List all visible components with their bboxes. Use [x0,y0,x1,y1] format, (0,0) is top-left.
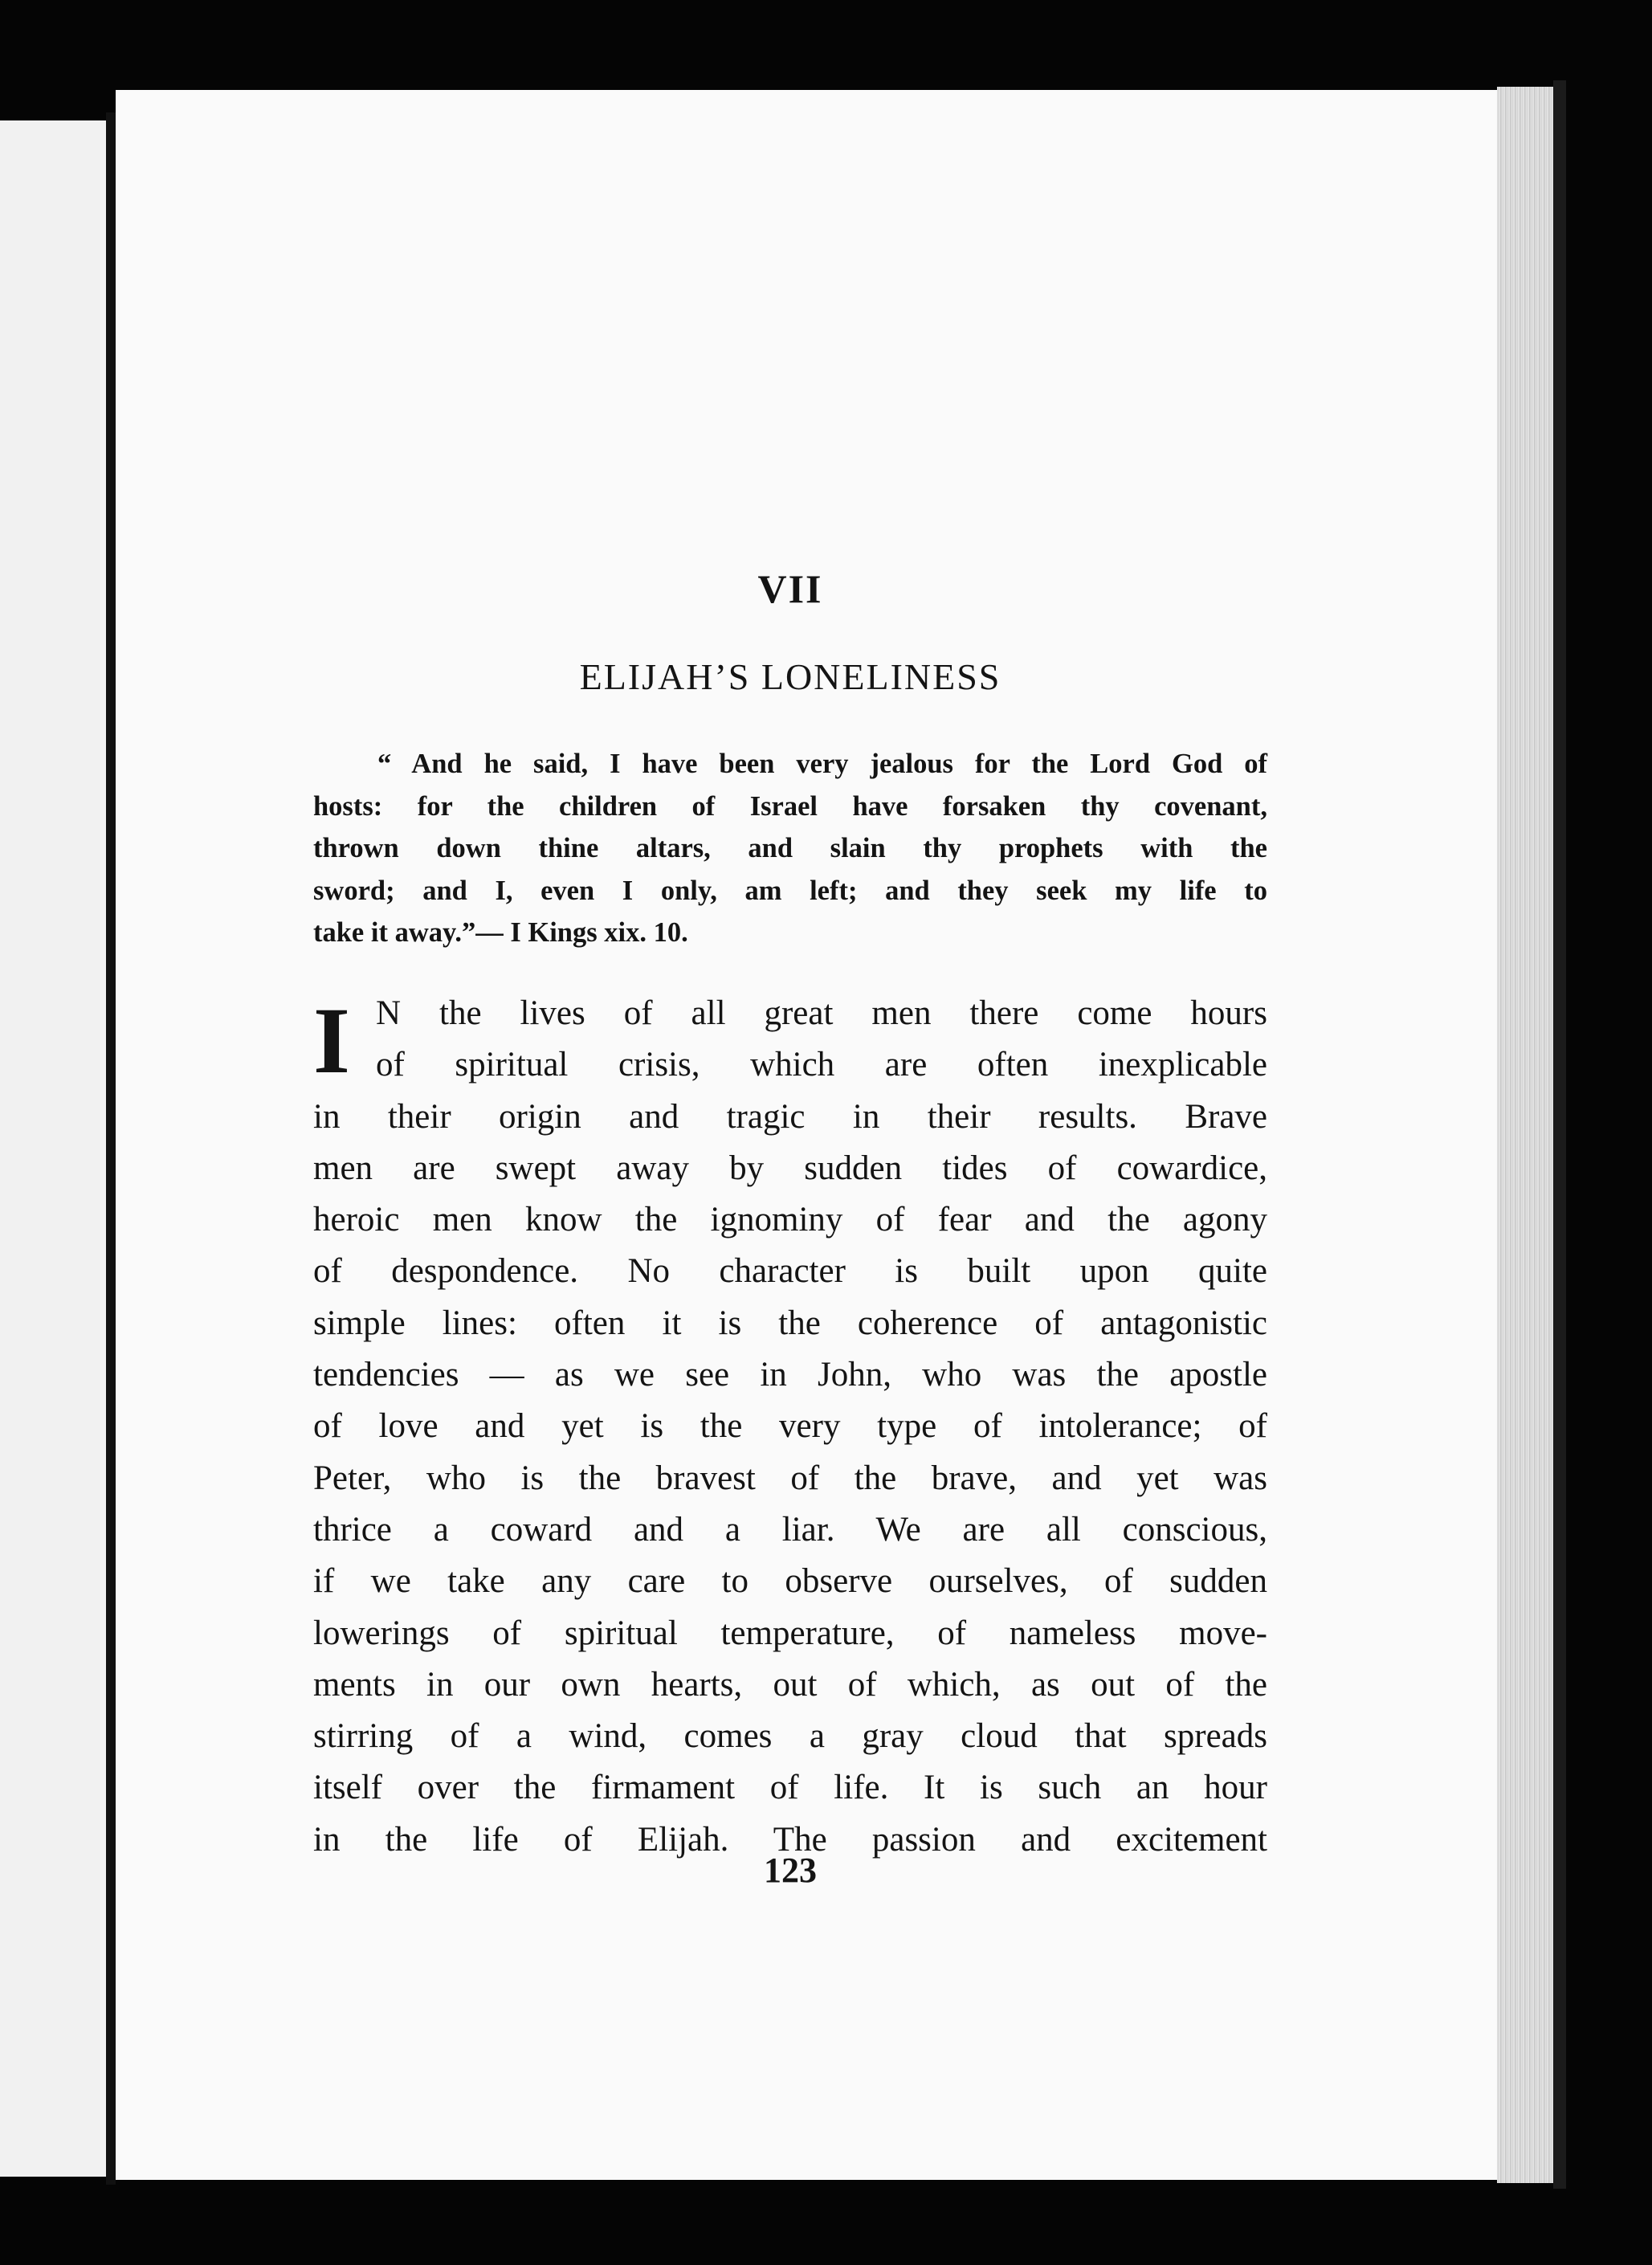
body-line: of spiritual crisis, which are often inexplicable [376,1046,1267,1084]
body-line: of love and yet is the very type of intolerance; of [313,1407,1267,1446]
body-line: if we take any care to observe ourselves, of sudden [313,1562,1267,1601]
body-line: of despondence. No character is built upon quite [313,1252,1267,1291]
body-line: ments in our own hearts, out of which, as out of the [313,1665,1267,1704]
body-line: in the life of Elijah. The passion and excitement [313,1820,1267,1859]
epigraph [313,743,1267,954]
book-gutter [106,112,116,2185]
body-line: lowerings of spiritual temperature, of nameless move- [313,1614,1267,1652]
chapter-title: ELIJAH’S LONELINESS [579,656,1001,697]
epigraph-line: sword; and I, even I only, am left; and they seek my life to [313,875,1267,906]
body-line: men are swept away by sudden tides of cowardice, [313,1149,1267,1187]
epigraph-line: thrown down thine altars, and slain thy prophets with the [313,833,1267,863]
body-line: thrice a coward and a liar. We are all conscious, [313,1510,1267,1549]
body-line: heroic men know the ignominy of fear and the agony [313,1201,1267,1239]
body-line: stirring of a wind, comes a gray cloud that spreads [313,1717,1267,1756]
body-line: simple lines: often it is the coherence of antagonistic [313,1304,1267,1342]
epigraph-line: “ And he said, I have been very jealous for the Lord God of [377,749,1267,779]
chapter-number: VII [757,566,823,611]
drop-cap: I [313,988,350,1093]
epigraph-line: take it away.”— I Kings xix. 10. [313,917,688,948]
body-line: Peter, who is the bravest of the brave, and yet was [313,1459,1267,1497]
body-line: N the lives of all great men there come hours [376,994,1267,1032]
body-line: tendencies — as we see in John, who was the apostle [313,1356,1267,1394]
body-line: in their origin and tragic in their results. Brave [313,1097,1267,1136]
facing-page-edge [0,120,111,2177]
page-stack-edges [1497,87,1553,2183]
cover-edge [1553,80,1566,2189]
body-text [313,988,1267,1866]
page-number: 123 [764,1851,817,1890]
body-line: itself over the firmament of life. It is such an hour [313,1769,1267,1807]
epigraph-line: hosts: for the children of Israel have forsaken thy covenant, [313,790,1267,822]
